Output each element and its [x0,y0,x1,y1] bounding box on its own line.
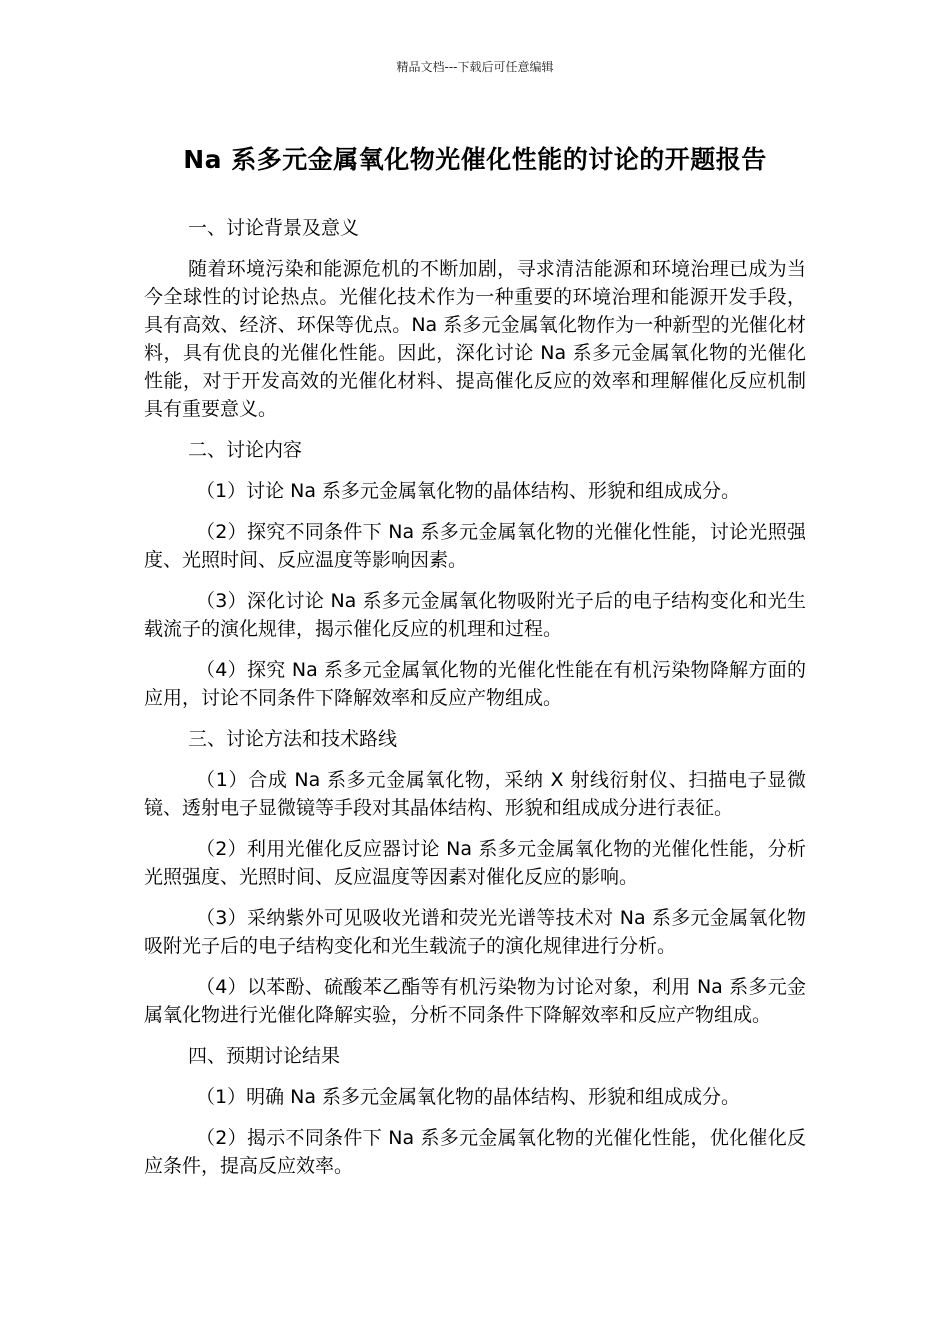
header-note: 精品文档---下载后可任意编辑 [396,60,554,74]
section-heading-results: 四、预期讨论结果 [188,1045,341,1067]
methods-item-4: （4）以苯酚、硫酸苯乙酯等有机污染物为讨论对象，利用 Na 系多元金属氧化物进行光催化降解实验，分析不同条件下降解效率和反应产物组成。 [144,976,806,1026]
section-heading-background: 一、讨论背景及意义 [188,217,360,239]
methods-item-2: （2）利用光催化反应器讨论 Na 系多元金属氧化物的光催化性能，分析光照强度、光照时间、反应温度等因素对催化反应的影响。 [144,838,806,888]
section-heading-content: 二、讨论内容 [188,439,303,461]
document-title: Na 系多元金属氧化物光催化性能的讨论的开题报告 [183,145,767,174]
results-item-2: （2）揭示不同条件下 Na 系多元金属氧化物的光催化性能，优化催化反应条件，提高反应效率。 [144,1127,806,1177]
document-body [144,214,806,1193]
section-heading-methods: 三、讨论方法和技术路线 [188,728,398,750]
section-paragraph-background: 随着环境污染和能源危机的不断加剧，寻求清洁能源和环境治理已成为当今全球性的讨论热点。光催化技术作为一种重要的环境治理和能源开发手段，具有高效、经济、环保等优点。Na 系多元金属氧化物作为一种新型的光催化材料，具有优良的光催化性能。因此，深化讨论 Na 系多元金属氧化物的光催化性能，对于开发高效的光催化材料、提高催化反应的效率和理解催化反应机制具有重要意义。 [144,258,806,420]
methods-item-3: （3）采纳紫外可见吸收光谱和荧光光谱等技术对 Na 系多元金属氧化物吸附光子后的电子结构变化和光生载流子的演化规律进行分析。 [144,907,806,957]
content-item-1: （1）讨论 Na 系多元金属氧化物的晶体结构、形貌和组成成分。 [196,480,741,502]
content-item-2: （2）探究不同条件下 Na 系多元金属氧化物的光催化性能，讨论光照强度、光照时间、反应温度等影响因素。 [144,521,806,571]
content-item-4: （4）探究 Na 系多元金属氧化物的光催化性能在有机污染物降解方面的应用，讨论不同条件下降解效率和反应产物组成。 [144,659,806,709]
results-item-1: （1）明确 Na 系多元金属氧化物的晶体结构、形貌和组成成分。 [196,1086,741,1108]
content-item-3: （3）深化讨论 Na 系多元金属氧化物吸附光子后的电子结构变化和光生载流子的演化规律，揭示催化反应的机理和过程。 [144,590,806,640]
methods-item-1: （1）合成 Na 系多元金属氧化物，采纳 X 射线衍射仪、扫描电子显微镜、透射电子显微镜等手段对其晶体结构、形貌和组成成分进行表征。 [144,769,806,819]
